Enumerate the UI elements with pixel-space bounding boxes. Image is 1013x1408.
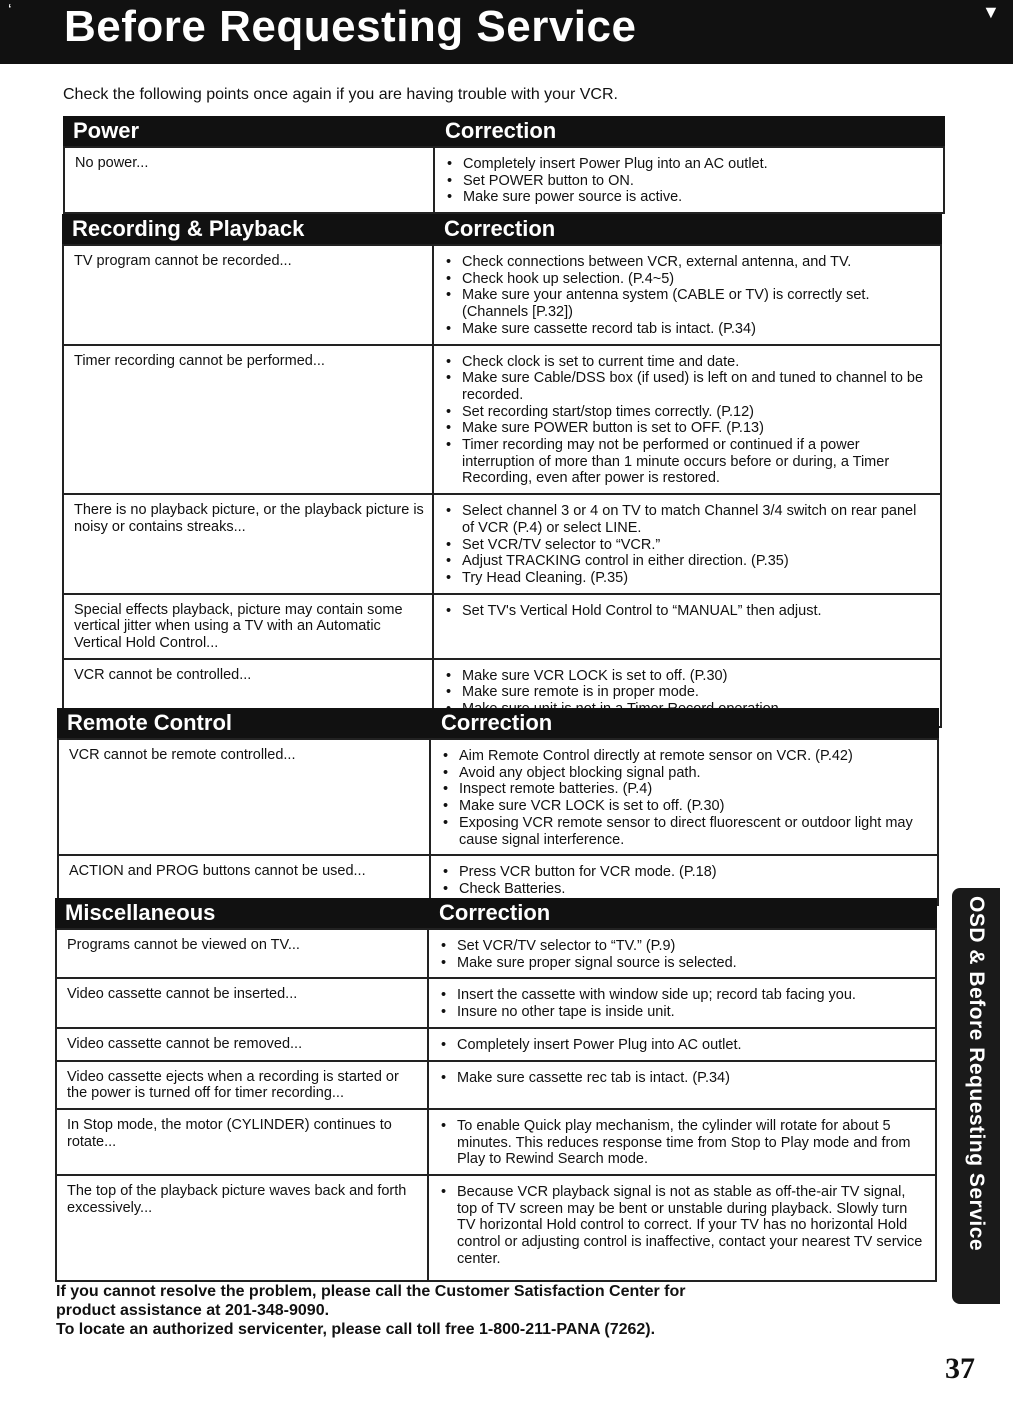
correction-item: • Set recording start/stop times correctly. (P.12)	[462, 404, 932, 421]
correction-item: • Avoid any object blocking signal path.	[459, 765, 929, 782]
correction-item: • Select channel 3 or 4 on TV to match Channel 3/4 switch on rear panel of VCR (P.4) or select LINE.	[462, 503, 932, 536]
correction-item: • Set TV's Vertical Hold Control to “MANUAL” then adjust.	[462, 603, 932, 620]
correction-item: • Because VCR playback signal is not as stable as off-the-air TV signal, top of TV screen may be bent or unstable during playback. Slowly turn TV horizontal Hold control to correct. If your TV has no horizontal Hold control or adjusting control is inaffective, contact your nearest TV service center.	[457, 1184, 927, 1268]
intro-text: Check the following points once again if you are having trouble with your VCR.	[63, 86, 618, 103]
correction-item: • Set VCR/TV selector to “VCR.”	[462, 537, 932, 554]
correction-cell	[428, 978, 936, 1027]
correction-cell	[433, 494, 941, 594]
table-row	[63, 494, 941, 594]
problem-cell: Video cassette ejects when a recording is started or the power is turned off for timer recording...	[56, 1061, 428, 1109]
correction-item: • Make sure VCR LOCK is set to off. (P.30)	[459, 798, 929, 815]
correction-list	[444, 254, 932, 338]
correction-item: • Make sure your antenna system (CABLE or TV) is correctly set. (Channels [P.32])	[462, 287, 932, 320]
troubleshooting-table	[63, 146, 945, 214]
footer-line: product assistance at 201-348-9090.	[56, 1302, 330, 1319]
correction-item: • Press VCR button for VCR mode. (P.18)	[459, 864, 929, 881]
table-row	[56, 1028, 936, 1061]
correction-cell	[428, 929, 936, 978]
section-heading: Power	[73, 118, 140, 143]
corner-mark-icon: ‘	[8, 2, 12, 19]
correction-item: • Timer recording may not be performed or continued if a power interruption of more than 1 minute occurs before or during, a Timer Recording, even after power is restored.	[462, 437, 932, 487]
correction-cell	[428, 1175, 936, 1281]
table-row	[63, 594, 941, 659]
table-row	[58, 739, 938, 855]
correction-item: • Make sure cassette record tab is intact. (P.34)	[462, 321, 932, 338]
correction-item: • Completely insert Power Plug into an AC outlet.	[463, 156, 935, 173]
correction-list	[445, 156, 935, 206]
correction-heading: Correction	[445, 118, 557, 143]
page-title: Before Requesting Service	[64, 2, 637, 51]
correction-cell	[428, 1028, 936, 1061]
page-header	[0, 0, 1013, 64]
problem-cell: The top of the playback picture waves back and forth excessively...	[56, 1175, 428, 1281]
correction-cell	[433, 594, 941, 659]
problem-cell: Programs cannot be viewed on TV...	[56, 929, 428, 978]
problem-cell: VCR cannot be controlled...	[63, 659, 433, 727]
correction-list	[439, 1037, 927, 1054]
correction-cell	[434, 147, 944, 213]
correction-heading: Correction	[439, 900, 551, 925]
correction-item: • Try Head Cleaning. (P.35)	[462, 570, 932, 587]
correction-list	[441, 864, 929, 897]
correction-list	[441, 748, 929, 848]
correction-list	[439, 1184, 927, 1268]
correction-list	[444, 503, 932, 587]
correction-item: • Insure no other tape is inside unit.	[457, 1004, 927, 1021]
correction-item: • Make sure power source is active.	[463, 189, 935, 206]
problem-cell: Timer recording cannot be performed...	[63, 345, 433, 495]
correction-list	[439, 1118, 927, 1168]
problem-cell: Video cassette cannot be removed...	[56, 1028, 428, 1061]
arrow-mark-icon: ▼	[982, 2, 1000, 22]
correction-item: • Make sure POWER button is set to OFF. (P.13)	[462, 420, 932, 437]
correction-item: • Inspect remote batteries. (P.4)	[459, 781, 929, 798]
correction-list	[444, 354, 932, 488]
section-0	[63, 116, 945, 214]
section-heading: Recording & Playback	[72, 216, 305, 241]
troubleshooting-table	[62, 244, 942, 728]
correction-item: • Set POWER button to ON.	[463, 173, 935, 190]
section-2	[57, 708, 939, 906]
problem-cell: VCR cannot be remote controlled...	[58, 739, 430, 855]
problem-cell: ACTION and PROG buttons cannot be used...	[58, 855, 430, 904]
section-header	[55, 898, 937, 928]
problem-cell: There is no playback picture, or the playback picture is noisy or contains streaks...	[63, 494, 433, 594]
correction-list	[439, 987, 927, 1020]
table-row	[64, 147, 944, 213]
correction-item: • Make sure proper signal source is selected.	[457, 955, 927, 972]
table-row	[56, 1109, 936, 1175]
problem-cell: Special effects playback, picture may contain some vertical jitter when using a TV with an Automatic Vertical Hold Control...	[63, 594, 433, 659]
correction-cell	[428, 1109, 936, 1175]
correction-cell	[433, 345, 941, 495]
table-row	[56, 1175, 936, 1281]
table-row	[63, 245, 941, 345]
table-row	[56, 929, 936, 978]
section-header	[63, 116, 945, 146]
problem-cell: Video cassette cannot be inserted...	[56, 978, 428, 1027]
correction-item: • Make sure remote is in proper mode.	[462, 684, 932, 701]
correction-item: • Adjust TRACKING control in either direction. (P.35)	[462, 553, 932, 570]
correction-item: • Set VCR/TV selector to “TV.” (P.9)	[457, 938, 927, 955]
table-row	[56, 978, 936, 1027]
side-tab-label: OSD & Before Requesting Service	[965, 896, 988, 1252]
correction-cell	[433, 245, 941, 345]
correction-heading: Correction	[441, 710, 553, 735]
correction-item: • Make sure cassette rec tab is intact. (P.34)	[457, 1070, 927, 1087]
correction-cell	[428, 1061, 936, 1109]
page-number: 37	[945, 1352, 975, 1385]
section-heading: Remote Control	[67, 710, 232, 735]
correction-item: • Exposing VCR remote sensor to direct fluorescent or outdoor light may cause signal interference.	[459, 815, 929, 848]
footer-contact	[56, 1282, 916, 1339]
correction-item: • Insert the cassette with window side up; record tab facing you.	[457, 987, 927, 1004]
correction-item: • Check Batteries.	[459, 881, 929, 898]
correction-item: • To enable Quick play mechanism, the cylinder will rotate for about 5 minutes. This reduces response time from Stop to Play mode and from Play to Rewind Search mode.	[457, 1118, 927, 1168]
correction-item: • Make sure Cable/DSS box (if used) is left on and tuned to channel to be recorded.	[462, 370, 932, 403]
correction-item: • Check clock is set to current time and date.	[462, 354, 932, 371]
footer-line: If you cannot resolve the problem, please call the Customer Satisfaction Center for	[56, 1283, 686, 1300]
troubleshooting-table	[57, 738, 939, 906]
side-tab	[952, 888, 1000, 1304]
problem-cell: TV program cannot be recorded...	[63, 245, 433, 345]
troubleshooting-table	[55, 928, 937, 1282]
section-header	[62, 214, 942, 244]
correction-cell	[430, 739, 938, 855]
correction-item: • Make sure VCR LOCK is set to off. (P.30)	[462, 668, 932, 685]
correction-list	[444, 603, 932, 620]
section-3	[55, 898, 937, 1282]
problem-cell: In Stop mode, the motor (CYLINDER) continues to rotate...	[56, 1109, 428, 1175]
section-heading: Miscellaneous	[65, 900, 216, 925]
correction-item: • Aim Remote Control directly at remote sensor on VCR. (P.42)	[459, 748, 929, 765]
correction-item: • Check connections between VCR, external antenna, and TV.	[462, 254, 932, 271]
correction-item: • Check hook up selection. (P.4~5)	[462, 271, 932, 288]
table-row	[56, 1061, 936, 1109]
section-header	[57, 708, 939, 738]
problem-cell: No power...	[64, 147, 434, 213]
correction-heading: Correction	[444, 216, 556, 241]
correction-list	[439, 1070, 927, 1087]
correction-list	[439, 938, 927, 971]
correction-item: • Completely insert Power Plug into AC outlet.	[457, 1037, 927, 1054]
table-row	[63, 345, 941, 495]
section-1	[62, 214, 942, 728]
footer-line: To locate an authorized servicenter, please call toll free 1-800-211-PANA (7262).	[56, 1321, 656, 1338]
